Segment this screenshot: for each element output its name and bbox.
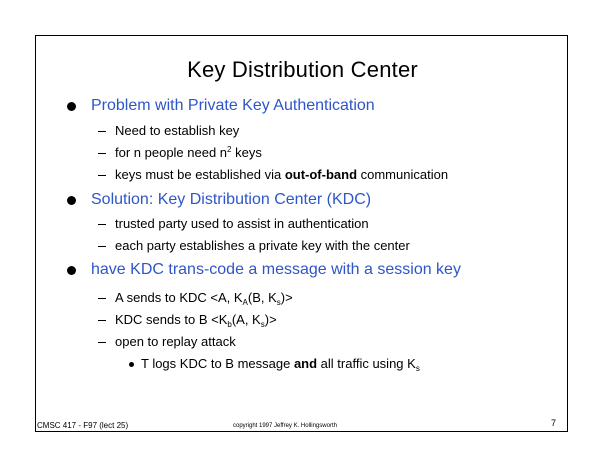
dash-marker	[98, 175, 106, 176]
bullet-dot	[67, 196, 76, 205]
section-heading-problem: Problem with Private Key Authentication	[91, 97, 375, 114]
slide-title: Key Distribution Center	[187, 57, 418, 82]
footer-course: CMSC 417 - F97 (lect 25)	[37, 421, 129, 430]
section-heading-solution: Solution: Key Distribution Center (KDC)	[91, 191, 372, 208]
dash-marker	[98, 246, 106, 247]
subitem-trusted-party: trusted party used to assist in authentication	[115, 216, 369, 231]
subitem-replay-attack: open to replay attack	[115, 334, 236, 349]
footer-copyright: copyright 1997 Jeffrey K. Hollingsworth	[233, 423, 337, 429]
subitem-a-sends: A sends to KDC <A, $K_A(B$, $K_s)>$	[115, 290, 293, 307]
subsubitem-t-logs: T logs KDC to B message and all traffic using $K_s$	[141, 356, 420, 373]
subitem-each-party: each party establishes a private key with the center	[115, 238, 410, 253]
sub-bullet-dot	[129, 362, 134, 367]
dash-marker	[98, 153, 106, 154]
dash-marker	[98, 298, 106, 299]
subitem-kdc-sends: KDC sends to $B <K_b(A$, $K_s)>$	[115, 312, 277, 329]
page-number: 7	[551, 418, 557, 428]
bullet-dot	[67, 266, 76, 275]
bullet-dot	[67, 102, 76, 111]
subitem-n-squared: for n people need $n^2$ keys	[115, 145, 262, 160]
dash-marker	[98, 342, 106, 343]
section-heading-transcode: have KDC trans-code a message with a session key	[91, 261, 461, 278]
subitem-out-of-band: keys must be established via out-of-band communication	[115, 167, 449, 182]
dash-marker	[98, 224, 106, 225]
subitem-need-key: Need to establish key	[115, 123, 240, 138]
dash-marker	[98, 131, 106, 132]
slide-frame	[35, 35, 568, 432]
dash-marker	[98, 320, 106, 321]
